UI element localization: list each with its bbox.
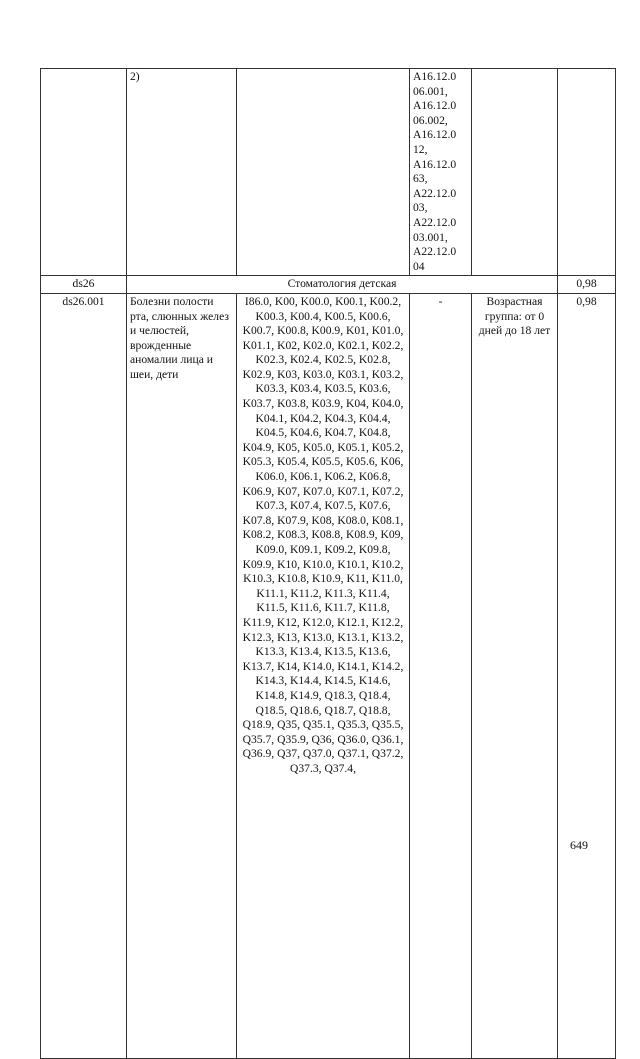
criteria-cell	[472, 69, 558, 276]
diagnosis-codes-text: I86.0, K00, K00.0, K00.1, K00.2, K00.3, K00.4, K00.5, K00.6, K00.7, K00.8, K00.9, K01, K01.0, K01.1, K02, K02.0, K02.1, K02.2, K02.3, K02.4, K02.5, K02.8, K02.9, K03, K03.0, K03.1, K03.2, K03.3, K03.4, K03.5, K03.6, K03.7, K03.8, K03.9, K04, K04.0, K04.1, K04.2, K04.3, K04.4, K04.5, K04.6, K04.7, K04.8, K04.9, K05, K05.0, K05.1, K05.2, K05.3, K05.4, K05.5, K05.6, K06, K06.0, K06.1, K06.2, K06.8, K06.9, K07, K07.0, K07.1, K07.2, K07.3, K07.4, K07.5, K07.6, K07.8, K07.9, K08, K08.0, K08.1, K08.2, K08.3, K08.8, K08.9, K09, K09.0, K09.1, K09.2, K09.8, K09.9, K10, K10.0, K10.1, K10.2, K10.3, K10.8, K10.9, K11, K11.0, K11.1, K11.2, K11.3, K11.4, K11.5, K11.6, K11.7, K11.8, K11.9, K12, K12.0, K12.1, K12.2, K12.3, K13, K13.0, K13.1, K13.2, K13.3, K13.4, K13.5, K13.6, K13.7, K14, K14.0, K14.1, K14.2, K14.3, K14.4, K14.5, K14.6, K14.8, K14.9, Q18.3, Q18.4, Q18.5, Q18.6, Q18.7, Q18.8, Q18.9, Q35, Q35.1, Q35.3, Q35.5, Q35.7, Q35.9, Q36, Q36.0, Q36.1, Q36.9, Q37, Q37.0, Q37.1, Q37.2, Q37.3, Q37.4,	[242, 294, 404, 775]
group-name-cell: 2)	[127, 69, 237, 276]
diagnosis-codes-cell	[237, 69, 410, 276]
diagnosis-codes-cell	[237, 293, 410, 1058]
profile-code-cell: ds26	[41, 276, 127, 294]
tariff-table	[40, 68, 616, 1059]
profile-name-cell: Стоматология детская	[127, 276, 558, 294]
page-number: 649	[570, 838, 588, 852]
table-row	[41, 293, 616, 1058]
profile-coefficient-cell: 0,98	[558, 276, 616, 294]
coefficient-cell	[558, 69, 616, 276]
group-code-cell: ds26.001	[41, 293, 127, 1058]
criteria-cell: Возрастная группа: от 0 дней до 18 лет	[472, 293, 558, 1058]
group-code-cell	[41, 69, 127, 276]
group-name-cell: Болезни полости рта, слюнных желез и челюстей, врожденные аномалии лица и шеи, дети	[127, 293, 237, 1058]
coefficient-cell: 0,98	[558, 293, 616, 1058]
service-codes-cell: -	[410, 293, 472, 1058]
service-codes-cell: A16.12.0 06.001, A16.12.0 06.002, A16.12.0 12, A16.12.0 63, A22.12.0 03, A22.12.0 03.001, A22.12.0 04	[410, 69, 472, 276]
table-row	[41, 69, 616, 276]
profile-row	[41, 276, 616, 294]
